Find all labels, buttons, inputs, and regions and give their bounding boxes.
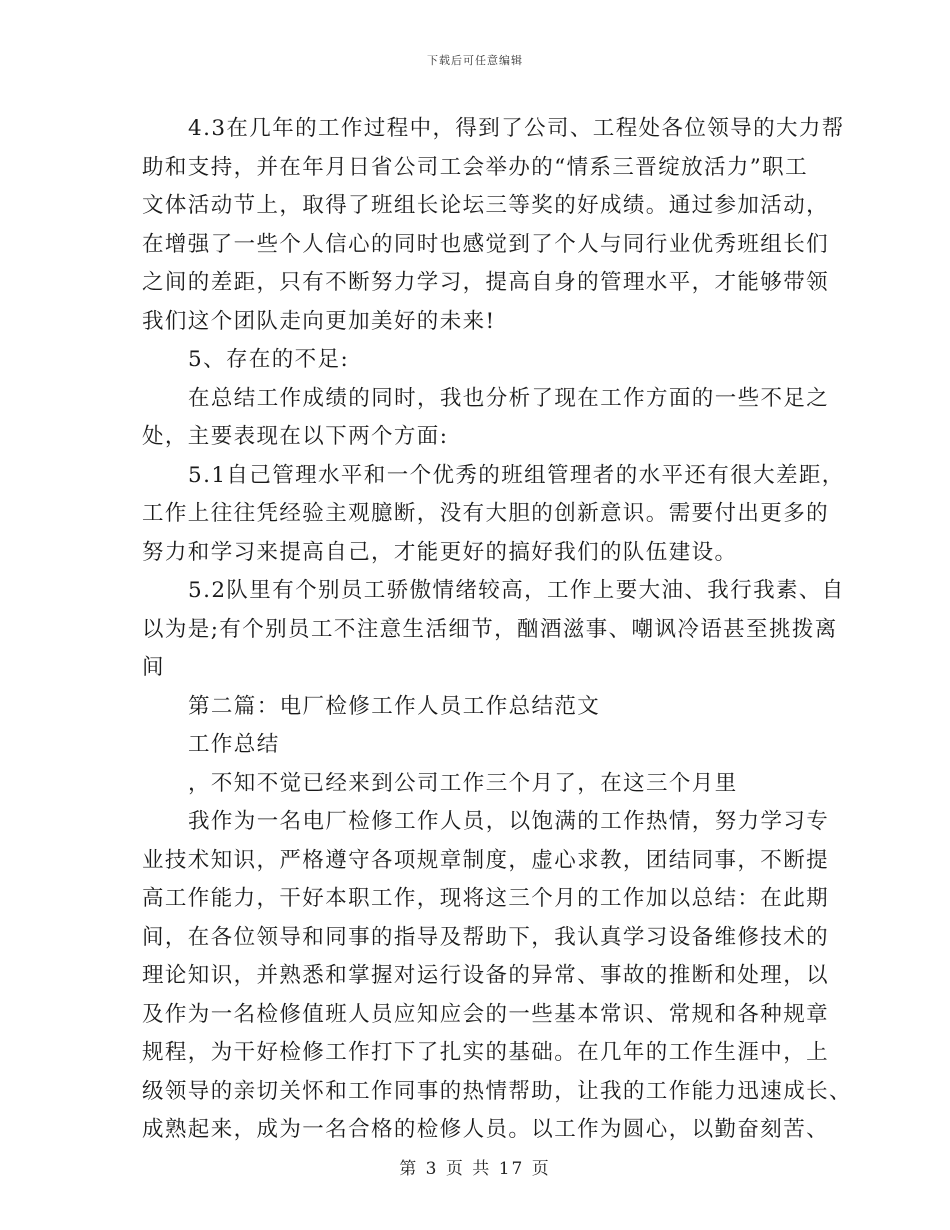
paragraph <box>142 803 852 1150</box>
paragraph <box>142 572 845 688</box>
paragraph <box>142 110 845 341</box>
text-line: 文体活动节上，取得了班组长论坛三等奖的好成绩。通过参加活动， <box>142 193 830 218</box>
paragraph <box>142 457 845 573</box>
text-line: 我作为一名电厂检修工作人员，以饱满的工作热情，努力学习专 <box>188 809 830 834</box>
text-line: 间 <box>142 655 165 680</box>
text-line: ，不知不觉已经来到公司工作三个月了，在这三个月里 <box>188 770 738 796</box>
text-line: 在增强了一些个人信心的同时也感觉到了个人与同行业优秀班组长们 <box>142 231 830 257</box>
text-line: 之间的差距，只有不断努力学习，提高自身的管理水平，才能够带领 <box>142 270 830 295</box>
text-line: 级领导的亲切关怀和工作同事的热情帮助，让我的工作能力迅速成长、 <box>142 1078 852 1104</box>
text-line: 成熟起来，成为一名合格的检修人员。以工作为圆心，以勤奋刻苦、 <box>142 1117 830 1142</box>
text-line: 第二篇：电厂检修工作人员工作总结范文 <box>188 693 601 719</box>
page-footer: 第 3 页 共 17 页 <box>399 1159 551 1179</box>
text-line: 业技术知识，严格遵守各项规章制度，虚心求教，团结同事，不断提 <box>142 847 830 873</box>
text-line: 规程，为干好检修工作打下了扎实的基础。在几年的工作生涯中，上 <box>142 1040 830 1065</box>
text-line: 5.1自己管理水平和一个优秀的班组管理者的水平还有很大差距， <box>188 462 845 488</box>
text-line: 5.2队里有个别员工骄傲情绪较高，工作上要大油、我行我素、自 <box>188 578 845 603</box>
text-line: 努力和学习来提高自己，才能更好的搞好我们的队伍建设。 <box>142 539 738 565</box>
text-line: 在总结工作成绩的同时，我也分析了现在工作方面的一些不足之 <box>188 385 830 411</box>
text-line: 间，在各位领导和同事的指导及帮助下，我认真学习设备维修技术的 <box>142 924 830 950</box>
paragraph <box>142 765 812 804</box>
text-line: 工作总结 <box>188 732 280 757</box>
text-line: 5、存在的不足: <box>188 347 350 372</box>
article-title <box>142 688 812 727</box>
text-line: 及作为一名检修值班人员应知应会的一些基本常识、常规和各种规章 <box>142 1001 830 1027</box>
text-line: 以为是;有个别员工不注意生活细节，酗酒滋事、嘲讽冷语甚至挑拨离 <box>142 616 838 642</box>
text-line: 高工作能力，干好本职工作，现将这三个月的工作加以总结：在此期 <box>142 886 830 911</box>
document-body <box>142 110 852 1150</box>
text-line: 我们这个团队走向更加美好的未来! <box>142 308 496 334</box>
subtitle <box>142 726 812 765</box>
text-line: 处，主要表现在以下两个方面: <box>142 424 449 449</box>
text-line: 理论知识，并熟悉和掌握对运行设备的异常、事故的推断和处理，以 <box>142 963 830 988</box>
text-line: 工作上往往凭经验主观臆断，没有大胆的创新意识。需要付出更多的 <box>142 501 830 526</box>
text-line: 4.3在几年的工作过程中，得到了公司、工程处各位领导的大力帮 <box>188 116 845 141</box>
section-heading <box>142 341 812 380</box>
page-header: 下载后可任意编辑 <box>427 54 523 67</box>
text-line: 助和支持，并在年月日省公司工会举办的“情系三晋绽放活力”职工 <box>142 154 808 180</box>
paragraph <box>142 380 830 457</box>
